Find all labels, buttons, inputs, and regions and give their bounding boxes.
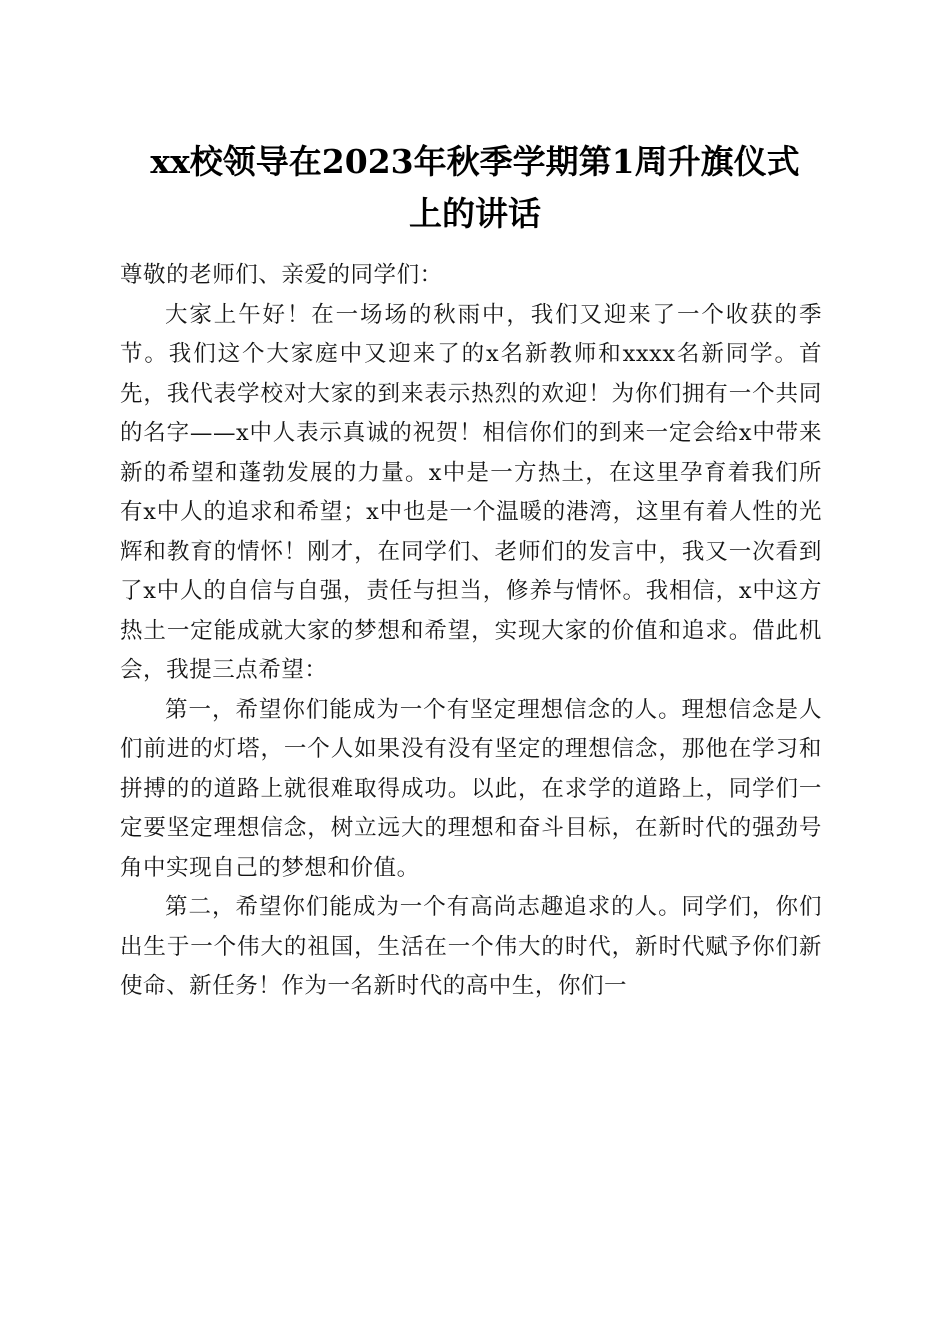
document-title — [100, 136, 850, 240]
salutation: 尊敬的老师们、亲爱的同学们： — [120, 262, 443, 288]
paragraph-opening: 大家上午好！在一场场的秋雨中，我们又迎来了一个收获的季节。我们这个大家庭中又迎来了的x名新教师和xxxx名新同学。首先，我代表学校对大家的到来表示热烈的欢迎！为你们拥有一个共同的名字——x中人表示真诚的祝贺！相信你们的到来一定会给x中带来新的希望和蓬勃发展的力量。x中是一方热土，在这里孕育着我们所有x中人的追求和希望；x中也是一个温暖的港湾，这里有着人性的光辉和教育的情怀！刚才，在同学们、老师们的发言中，我又一次看到了x中人的自信与自强，责任与担当，修养与情怀。我相信，x中这方热土一定能成就大家的梦想和希望，实现大家的价值和追求。借此机会，我提三点希望： — [120, 301, 822, 683]
title-line-1: xx校领导在2023年秋季学期第1周升旗仪式 — [150, 142, 800, 181]
title-line-2: 上的讲话 — [409, 194, 541, 233]
paragraph-second-hope: 第二，希望你们能成为一个有高尚志趣追求的人。同学们，你们出生于一个伟大的祖国，生活在一个伟大的时代，新时代赋予你们新使命、新任务！作为一名新时代的高中生，你们一 — [120, 894, 822, 999]
paragraph-first-hope: 第一，希望你们能成为一个有坚定理想信念的人。理想信念是人们前进的灯塔，一个人如果没有没有坚定的理想信念，那他在学习和拼搏的的道路上就很难取得成功。以此，在求学的道路上，同学们一定要坚定理想信念，树立远大的理想和奋斗目标，在新时代的强劲号角中实现自己的梦想和价值。 — [120, 696, 822, 881]
document-body — [120, 256, 822, 1007]
